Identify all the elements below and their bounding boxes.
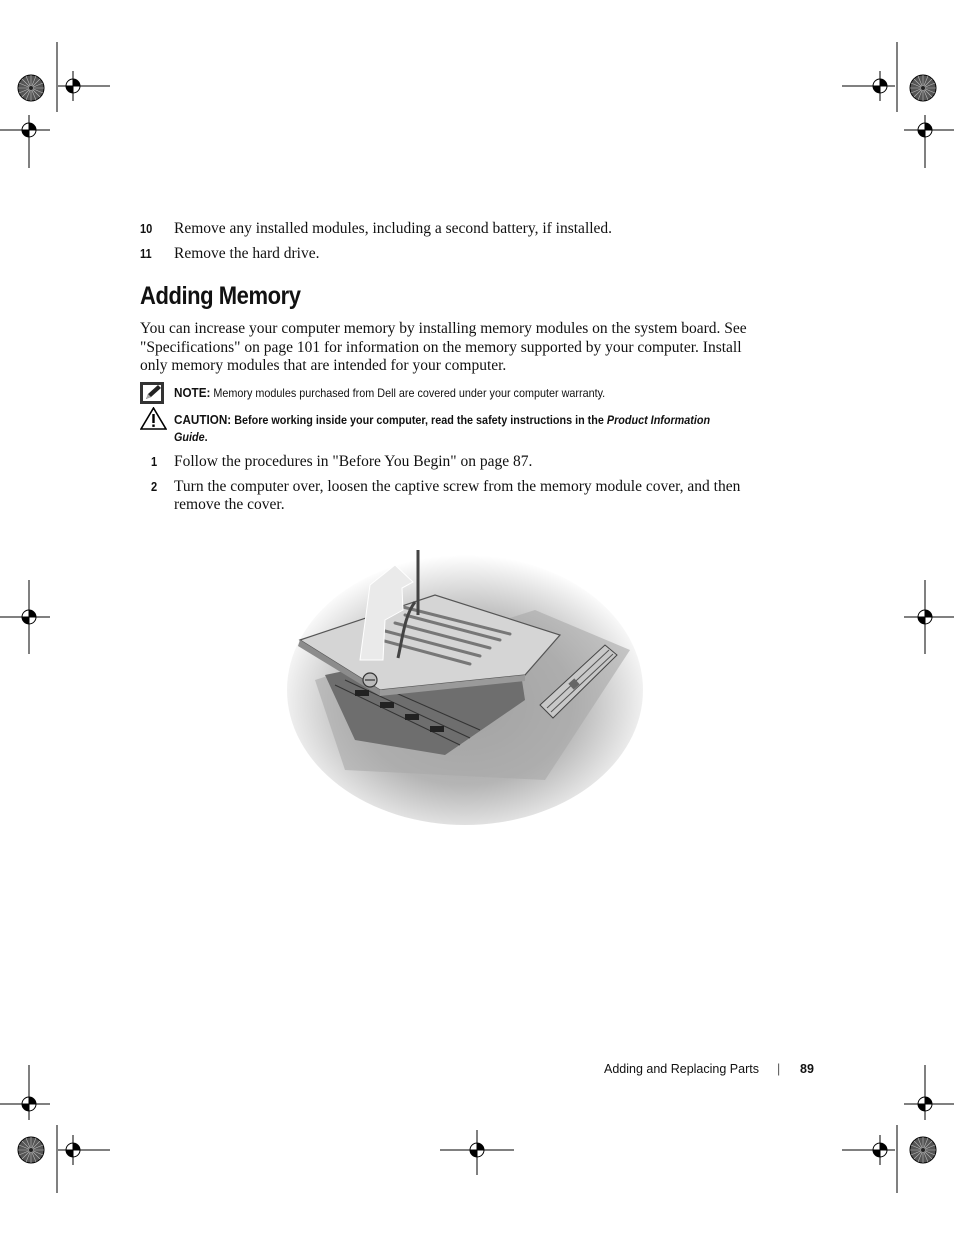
step-text: Remove the hard drive. <box>174 245 320 262</box>
caution-label: CAUTION: <box>174 412 232 427</box>
step-number: 11 <box>140 246 152 261</box>
footer-chapter: Adding and Replacing Parts <box>604 1062 759 1076</box>
step-number: 1 <box>151 454 158 469</box>
step-number: 2 <box>151 479 158 494</box>
step-number: 10 <box>140 221 153 236</box>
section-intro: You can increase your computer memory by installing memory modules on the system board. See "Specifications" on page 101 for information on the memory supported by your computer. Install only memory modules that are intended for your computer. <box>140 320 747 374</box>
section-title: Adding Memory <box>140 282 301 310</box>
step-text: Turn the computer over, loosen the captive screw from the memory module cover, and then remove the cover. <box>174 478 741 513</box>
caution <box>174 411 734 446</box>
note <box>174 384 734 402</box>
caution-end: . <box>204 430 208 444</box>
page-number: 89 <box>800 1062 814 1076</box>
note-text: Memory modules purchased from Dell are covered under your computer warranty. <box>213 386 606 400</box>
caution-triangle-icon <box>140 407 167 430</box>
step-text: Remove any installed modules, including a second battery, if installed. <box>174 220 613 237</box>
caution-doc-title: Product Information Guide <box>174 413 711 444</box>
caution-text: Before working inside your computer, read the safety instructions in the <box>234 413 607 427</box>
memory-cover-illustration <box>285 540 645 825</box>
footer-separator: | <box>777 1062 781 1076</box>
step-text: Follow the procedures in "Before You Begin" on page 87. <box>174 453 533 470</box>
note-label: NOTE: <box>174 385 211 400</box>
note-pencil-icon <box>140 382 164 404</box>
